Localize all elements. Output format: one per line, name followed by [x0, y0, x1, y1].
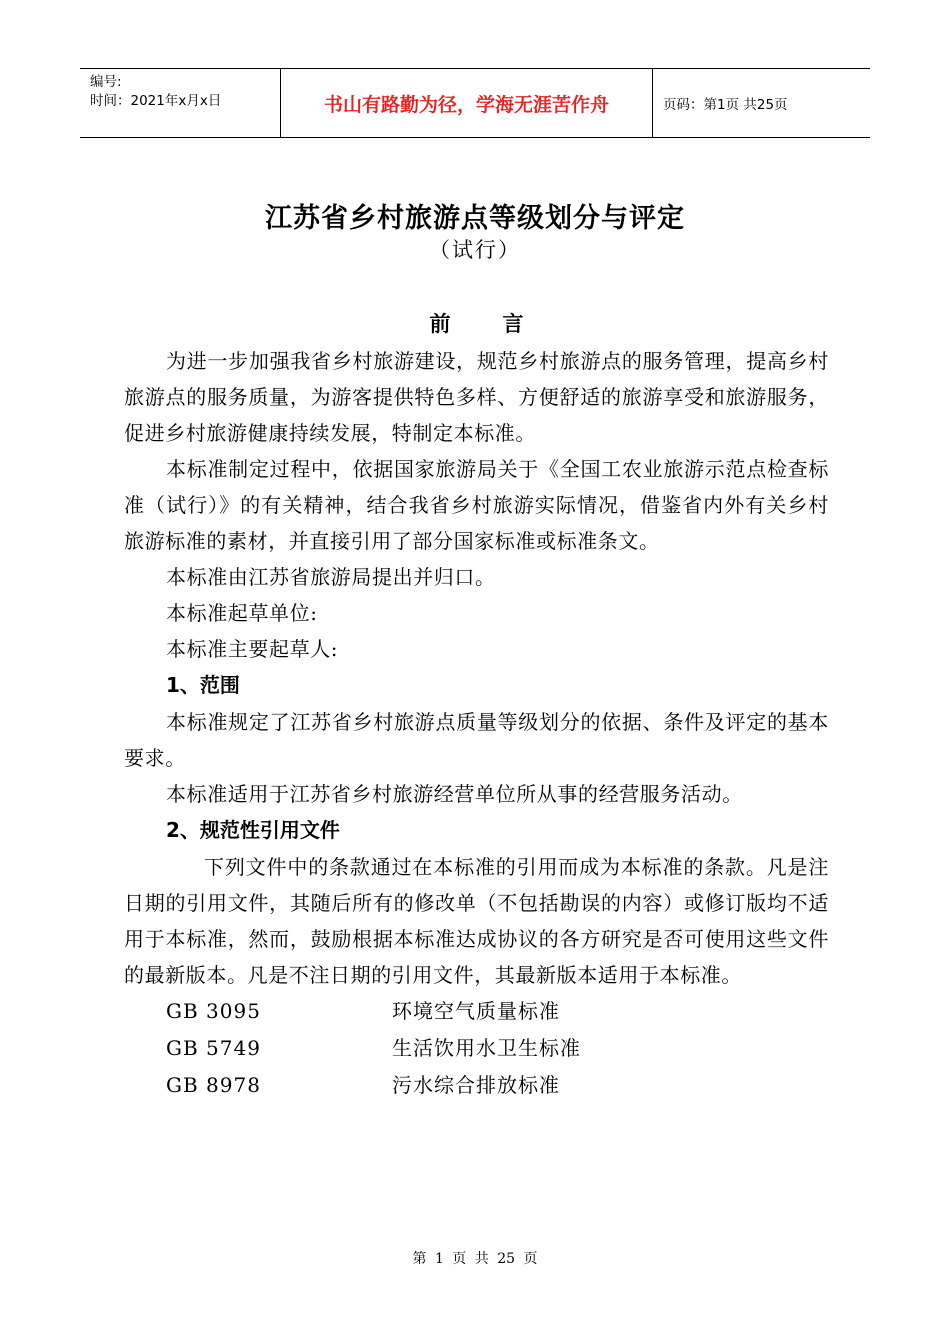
foreword-paragraph: 本标准由江苏省旅游局提出并归口。 — [166, 565, 496, 589]
scope-paragraph: 本标准规定了江苏省乡村旅游点质量等级划分的依据、条件及评定的基本要求。 — [124, 710, 829, 770]
section-heading-references: 2、规范性引用文件 — [166, 818, 340, 842]
standard-name: 污水综合排放标准 — [392, 1073, 560, 1097]
document-subtitle: （试行） — [429, 238, 521, 262]
foreword-paragraph: 本标准起草单位: — [166, 601, 318, 625]
header-page-info: 页码：第1页 共25页 — [663, 97, 788, 113]
references-paragraph: 下列文件中的条款通过在本标准的引用而成为本标准的条款。凡是注日期的引用文件，其随后所有的修改单（不包括勘误的内容）或修订版均不适用于本标准，然而，鼓励根据本标准达成协议的各方研究是否可使用这些文件的最新版本。凡是不注日期的引用文件，其最新版本适用于本标准。 — [124, 855, 829, 987]
document-title: 江苏省乡村旅游点等级划分与评定 — [265, 203, 685, 234]
standard-code: GB 3095 — [166, 999, 261, 1023]
number-label: 编号: — [90, 74, 122, 90]
foreword-paragraph: 本标准制定过程中，依据国家旅游局关于《全国工农业旅游示范点检查标准（试行）》的有关精神，结合我省乡村旅游实际情况，借鉴省内外有关乡村旅游标准的素材，并直接引用了部分国家标准或标准条文。 — [124, 457, 829, 553]
standard-name: 生活饮用水卫生标准 — [392, 1036, 581, 1060]
document-body — [124, 305, 829, 1104]
standard-code: GB 8978 — [166, 1073, 261, 1097]
standard-row — [124, 993, 829, 1030]
standard-row — [124, 1067, 829, 1104]
standard-name: 环境空气质量标准 — [392, 999, 560, 1023]
header-motto: 书山有路勤为径，学海无涯苦作舟 — [280, 69, 653, 137]
section-heading-scope: 1、范围 — [166, 673, 240, 697]
document-header — [80, 68, 870, 138]
foreword-heading: 前言 — [429, 311, 576, 336]
standard-row — [124, 1030, 829, 1067]
scope-paragraph: 本标准适用于江苏省乡村旅游经营单位所从事的经营服务活动。 — [166, 782, 743, 806]
time-label: 时间：2021年x月x日 — [90, 93, 222, 109]
header-meta — [80, 69, 280, 137]
foreword-paragraph: 为进一步加强我省乡村旅游建设，规范乡村旅游点的服务管理，提高乡村旅游点的服务质量，为游客提供特色多样、方便舒适的旅游享受和旅游服务，促进乡村旅游健康持续发展，特制定本标准。 — [124, 349, 829, 445]
standard-code: GB 5749 — [166, 1036, 261, 1060]
page-footer: 第 1 页 共 25 页 — [412, 1251, 538, 1267]
foreword-paragraph: 本标准主要起草人: — [166, 637, 339, 661]
